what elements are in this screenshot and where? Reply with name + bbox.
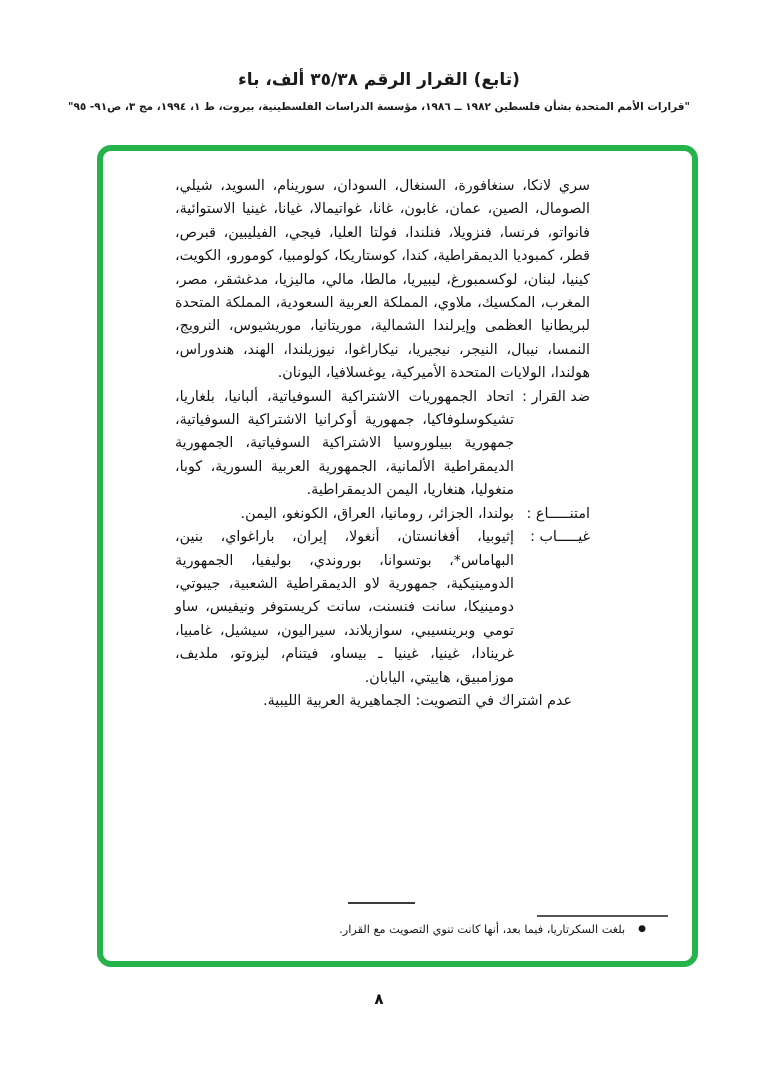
end-of-text-divider <box>348 902 415 904</box>
resolution-vote-text <box>175 175 590 713</box>
against-section <box>175 386 590 503</box>
absent-countries: إثيوبيا، أفغانستان، أنغولا، إيران، باراغواي، بنين، البهاماس*، بوتسوانا، بوروندي، بوليفيا، الجمهورية الدومينيكية، جمهورية لاو الديمقراطية الشعبية، جيبوتي، دومينيكا، سانت فنسنت، سانت كريستوفر ونيفيس، ساو تومي وبرينسيبي، سوازيلاند، سيراليون، سيشيل، غامبيا، غرينادا، غينيا، غينيا ـ بيساو، فيتنام، ليزوتو، ملديف، موزامبيق، هاييتي، اليابان. <box>175 529 514 686</box>
footnote-bullet-icon: ● <box>638 924 646 934</box>
in-favor-countries-continued: سري لانكا، سنغافورة، السنغال، السودان، سورينام، السويد، شيلي، الصومال، الصين، عمان، غابون، غانا، غواتيمالا، غيانا، غينيا الاستوائية، فانواتو، فرنسا، فنزويلا، فنلندا، فولتا العليا، فيجي، الفيليبين، قبرص، قطر، كمبوديا الديمقراطية، كندا، كوستاريكا، كولومبيا، كومورو، الكويت، كينيا، لبنان، لوكسمبورغ، ليبيريا، مالطا، مالي، ماليزيا، مدغشقر، مصر، المغرب، المكسيك، ملاوي، المملكة العربية السعودية، المملكة المتحدة لبريطانيا العظمى وإيرلندا الشمالية، موريتانيا، موريشيوس، النرويج، النمسا، نيبال، النيجر، نيجيريا، نيكاراغوا، نيوزيلندا، الهند، هندوراس، هولندا، الولايات المتحدة الأميركية، يوغسلافيا، اليونان. <box>175 178 590 382</box>
abstain-section <box>175 503 590 526</box>
footnote-text: بلغت السكرتاريا، فيما بعد، أنها كانت تنوي التصويت مع القرار. <box>339 923 626 936</box>
absent-label: غيـــــاب : <box>530 529 590 546</box>
abstain-countries: بولندا، الجزائر، رومانيا، العراق، الكونغو، اليمن. <box>240 505 514 522</box>
page-subtitle: "قرارات الأمم المتحدة بشأن فلسطين ١٩٨٢ ــ ١٩٨٦، مؤسسة الدراسات الفلسطينية، بيروت، ط ١، ١٩٩٤، مج ٣، ص٩١- ٩٥" <box>67 101 691 113</box>
page-title: (تابع) القرار الرقم ٣٥/٣٨ ألف، باء <box>238 70 520 90</box>
against-label: ضد القرار : <box>522 388 590 405</box>
footnote-separator-line <box>537 915 668 917</box>
non-participation-line: عدم اشتراك في التصويت: الجماهيرية العربية الليبية. <box>263 692 572 709</box>
page-number: ٨ <box>374 990 384 1008</box>
abstain-label: امتنـــــاع : <box>526 505 590 522</box>
absent-section <box>175 526 590 690</box>
against-countries: اتحاد الجمهوريات الاشتراكية السوفياتية، ألبانيا، بلغاريا، تشيكوسلوفاكيا، جمهورية أوكرانيا الاشتراكية السوفياتية، جمهورية بييلوروسيا الاشتراكية السوفياتية، الجمهورية الديمقراطية الألمانية، الجمهورية العربية السورية، كوبا، منغوليا، هنغاريا، اليمن الديمقراطية. <box>175 388 514 499</box>
footnote <box>180 923 646 936</box>
